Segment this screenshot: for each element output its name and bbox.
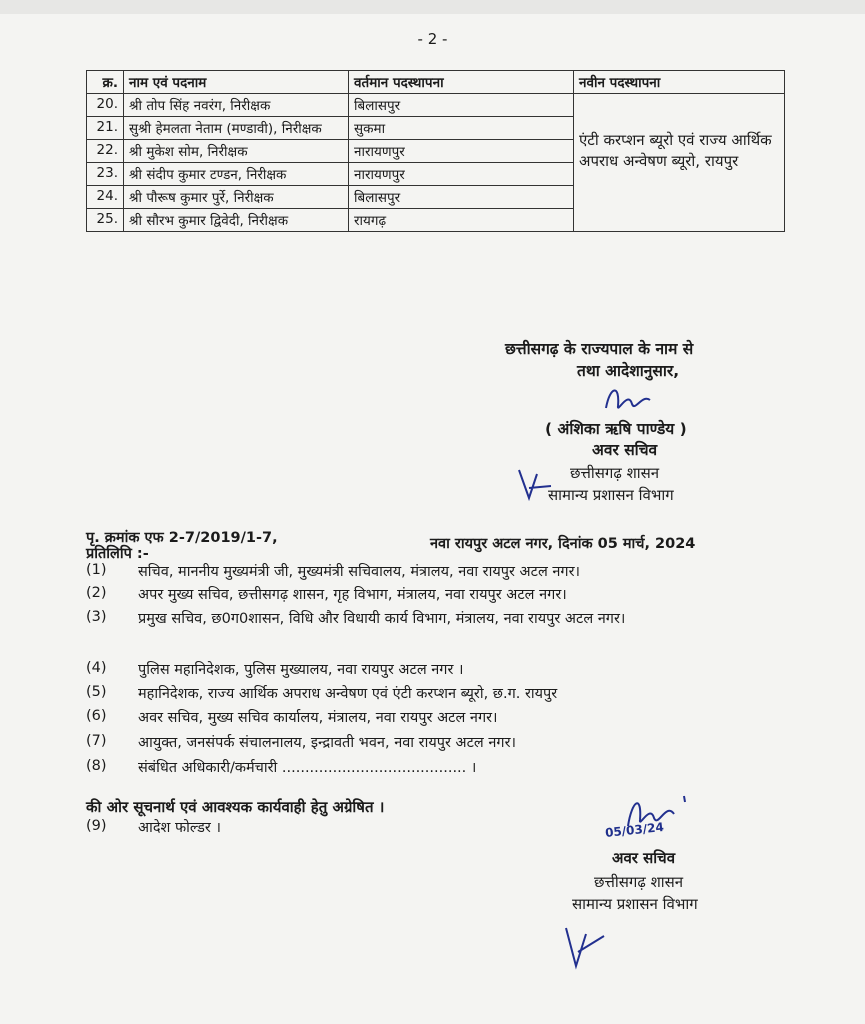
table-header-row bbox=[87, 71, 785, 94]
row-serial: 23. bbox=[87, 163, 124, 186]
item-number: (8) bbox=[86, 758, 107, 774]
list-item bbox=[86, 609, 798, 629]
list-item bbox=[86, 585, 798, 605]
item-text: अपर मुख्य सचिव, छत्तीसगढ़ शासन, गृह विभाग, मंत्रालय, नवा रायपुर अटल नगर। bbox=[138, 587, 567, 603]
row-serial: 20. bbox=[87, 94, 124, 117]
authority-line-2: तथा आदेशानुसार, bbox=[577, 362, 680, 380]
header-name: नाम एवं पदनाम bbox=[124, 71, 349, 94]
row-current: बिलासपुर bbox=[349, 186, 574, 209]
list-item bbox=[86, 733, 798, 753]
list-item bbox=[86, 758, 798, 778]
row-serial: 22. bbox=[87, 140, 124, 163]
top-edge bbox=[0, 0, 865, 14]
item-number: (1) bbox=[86, 562, 107, 578]
reference-date: नवा रायपुर अटल नगर, दिनांक 05 मार्च, 2024 bbox=[430, 536, 696, 552]
item-text: पुलिस महानिदेशक, पुलिस मुख्यालय, नवा रायपुर अटल नगर । bbox=[138, 662, 464, 678]
header-serial: क्र. bbox=[87, 71, 124, 94]
item-text: अवर सचिव, मुख्य सचिव कार्यालय, मंत्रालय, नवा रायपुर अटल नगर। bbox=[138, 710, 498, 726]
reference-number: पृ. क्रमांक एफ 2-7/2019/1-7, bbox=[86, 530, 278, 546]
list-item bbox=[86, 562, 798, 582]
item-number: (2) bbox=[86, 585, 107, 601]
signatory-org-1: छत्तीसगढ़ शासन bbox=[570, 464, 660, 482]
list-item bbox=[86, 660, 798, 680]
row-current: रायगढ़ bbox=[349, 209, 574, 232]
row-current: नारायणपुर bbox=[349, 163, 574, 186]
row-name: श्री पौरूष कुमार पुर्रे, निरीक्षक bbox=[124, 186, 349, 209]
authority-line bbox=[505, 338, 805, 382]
signatory-designation: अवर सचिव bbox=[592, 441, 658, 459]
row-name: श्री संदीप कुमार टण्डन, निरीक्षक bbox=[124, 163, 349, 186]
item-number: (3) bbox=[86, 609, 107, 625]
sign-date: 05/03/24 bbox=[604, 819, 665, 841]
signatory-name: ( अंशिका ऋषि पाण्डेय ) bbox=[545, 420, 687, 438]
page-number: - 2 - bbox=[417, 30, 448, 48]
signatory-2-org-1: छत्तीसगढ़ शासन bbox=[594, 873, 684, 891]
item-text: आदेश फोल्डर । bbox=[138, 820, 221, 836]
item-number: (4) bbox=[86, 660, 107, 676]
list-item bbox=[86, 708, 798, 728]
item-text: प्रमुख सचिव, छ0ग0शासन, विधि और विधायी कार्य विभाग, मंत्रालय, नवा रायपुर अटल नगर। bbox=[138, 611, 626, 627]
list-item bbox=[86, 684, 798, 704]
row-name: श्री तोप सिंह नवरंग, निरीक्षक bbox=[124, 94, 349, 117]
row-current: बिलासपुर bbox=[349, 94, 574, 117]
item-text: संबंधित अधिकारी/कर्मचारी ........................................ । bbox=[138, 760, 477, 776]
row-serial: 24. bbox=[87, 186, 124, 209]
header-current: वर्तमान पदस्थापना bbox=[349, 71, 574, 94]
initial-mark-2-icon bbox=[560, 922, 610, 972]
row-name: श्री सौरभ कुमार द्विवेदी, निरीक्षक bbox=[124, 209, 349, 232]
item-number: (5) bbox=[86, 684, 107, 700]
signatory-2-org-2: सामान्य प्रशासन विभाग bbox=[572, 895, 698, 913]
copy-heading: प्रतिलिपि :- bbox=[86, 546, 149, 562]
row-serial: 25. bbox=[87, 209, 124, 232]
item-text: आयुक्त, जनसंपर्क संचालनालय, इन्द्रावती भवन, नवा रायपुर अटल नगर। bbox=[138, 735, 517, 751]
item-number: (9) bbox=[86, 818, 107, 834]
row-name: सुश्री हेमलता नेताम (मण्डावी), निरीक्षक bbox=[124, 117, 349, 140]
row-name: श्री मुकेश सोम, निरीक्षक bbox=[124, 140, 349, 163]
header-new: नवीन पदस्थापना bbox=[574, 71, 785, 94]
item-number: (7) bbox=[86, 733, 107, 749]
authority-line-1: छत्तीसगढ़ के राज्यपाल के नाम से bbox=[505, 340, 694, 358]
item-text: महानिदेशक, राज्य आर्थिक अपराध अन्वेषण एवं एंटी करप्शन ब्यूरो, छ.ग. रायपुर bbox=[138, 686, 558, 702]
signature-scribble-1 bbox=[598, 378, 658, 418]
new-posting-cell: एंटी करप्शन ब्यूरो एवं राज्य आर्थिक अपराध अन्वेषण ब्यूरो, रायपुर bbox=[574, 94, 785, 232]
item-text: सचिव, माननीय मुख्यमंत्री जी, मुख्यमंत्री सचिवालय, मंत्रालय, नवा रायपुर अटल नगर। bbox=[138, 564, 581, 580]
row-serial: 21. bbox=[87, 117, 124, 140]
forward-note: की ओर सूचनार्थ एवं आवश्यक कार्यवाही हेतु अग्रेषित । bbox=[86, 798, 385, 816]
signatory-org-2: सामान्य प्रशासन विभाग bbox=[548, 486, 674, 504]
item-number: (6) bbox=[86, 708, 107, 724]
signatory-2-designation: अवर सचिव bbox=[612, 849, 676, 867]
row-current: नारायणपुर bbox=[349, 140, 574, 163]
posting-table bbox=[86, 70, 785, 232]
row-current: सुकमा bbox=[349, 117, 574, 140]
initial-mark-icon bbox=[515, 466, 555, 502]
table-row bbox=[87, 94, 785, 117]
